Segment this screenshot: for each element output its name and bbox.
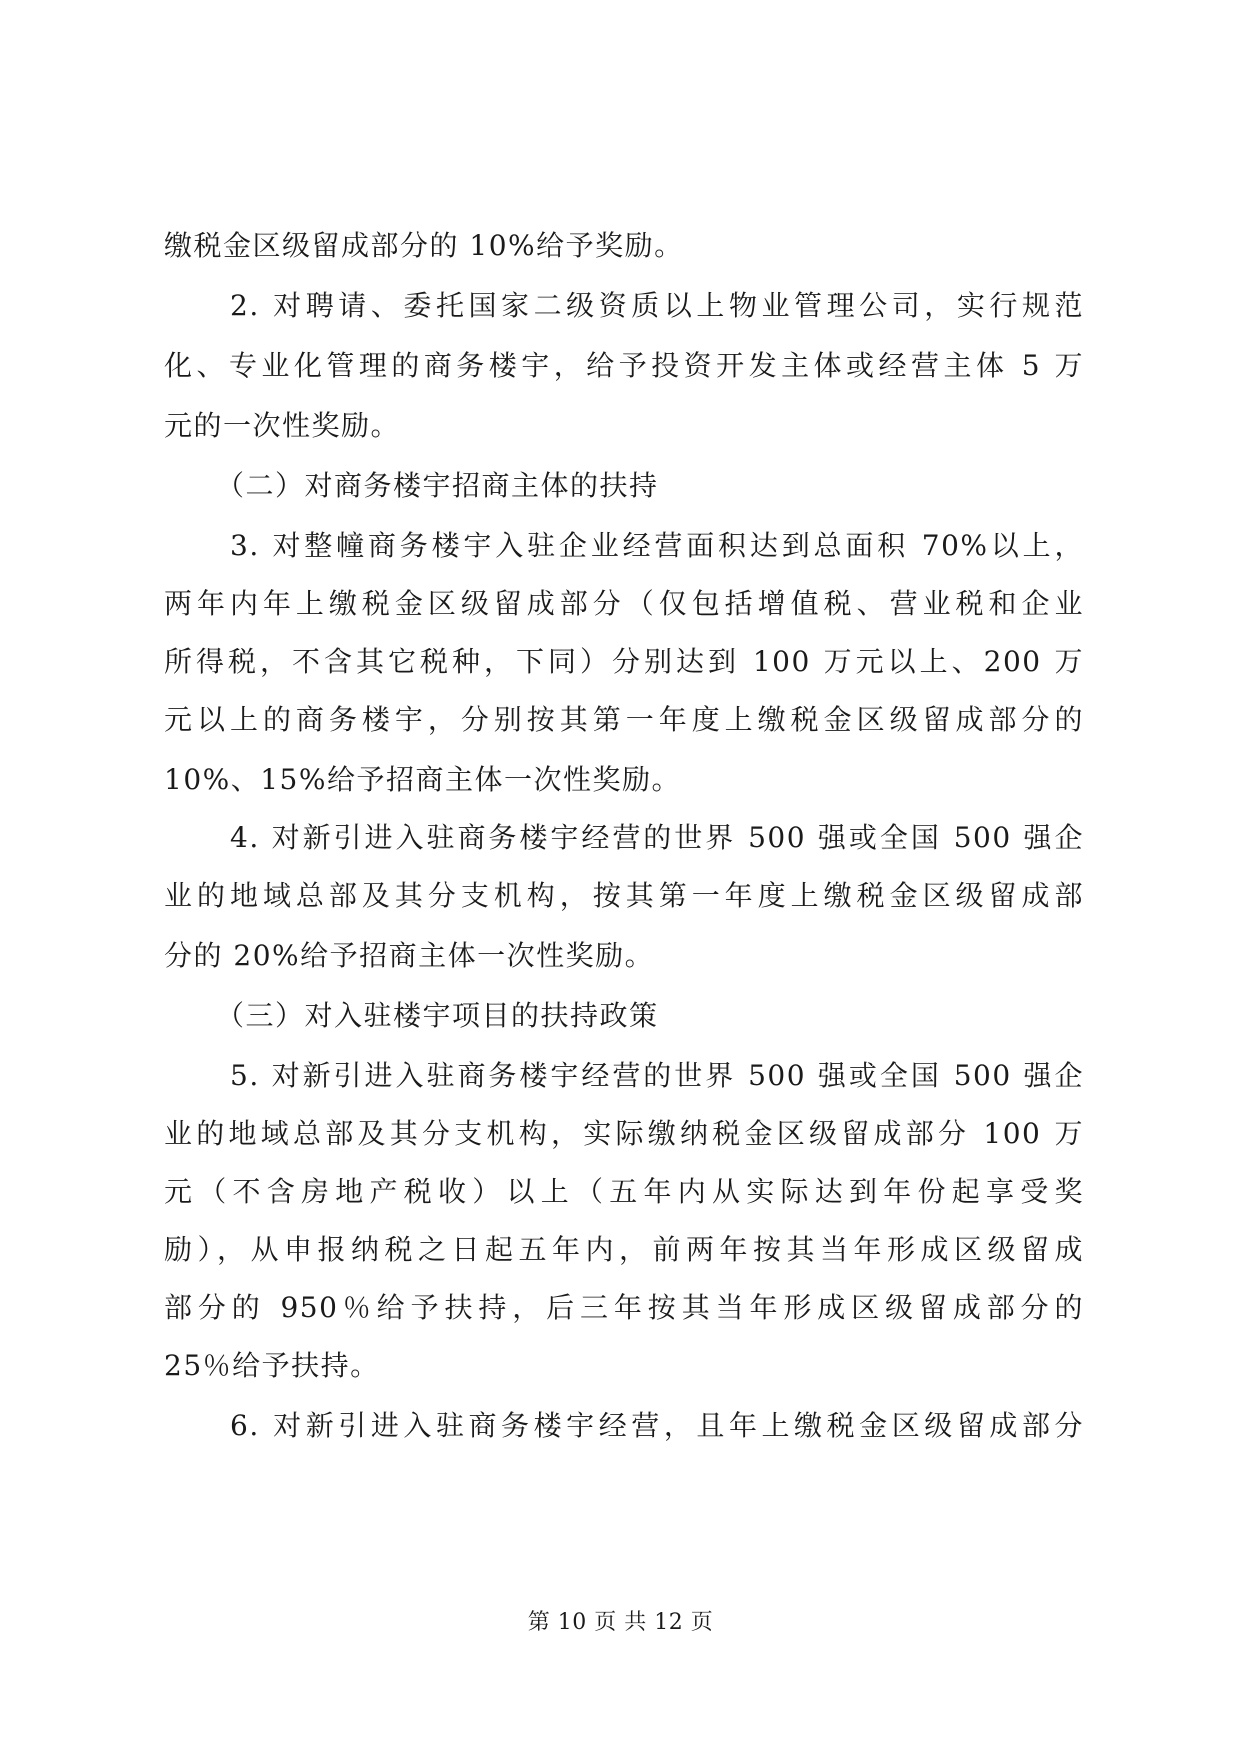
text-line: 业的地域总部及其分支机构，实际缴纳税金区级留成部分 100 万 (164, 1117, 1084, 1150)
text-line: 25％给予扶持。 (164, 1349, 380, 1382)
text-line: 分的 20%给予招商主体一次性奖励。 (164, 939, 655, 972)
text-line: 化、专业化管理的商务楼宇，给予投资开发主体或经营主体 5 万 (164, 349, 1084, 382)
text-line: 业的地域总部及其分支机构，按其第一年度上缴税金区级留成部 (164, 879, 1084, 912)
section-heading: （二）对商务楼宇招商主体的扶持 (216, 469, 659, 502)
text-line: 励），从申报纳税之日起五年内，前两年按其当年形成区级留成 (164, 1233, 1084, 1266)
section-heading: （三）对入驻楼宇项目的扶持政策 (216, 999, 659, 1032)
text-line: 5. 对新引进入驻商务楼宇经营的世界 500 强或全国 500 强企 (230, 1059, 1084, 1092)
text-line: 部分的 950％给予扶持，后三年按其当年形成区级留成部分的 (164, 1291, 1084, 1324)
text-line: 元的一次性奖励。 (164, 409, 401, 442)
page-footer: 第 10 页 共 12 页 (527, 1610, 714, 1635)
text-line: 所得税，不含其它税种，下同）分别达到 100 万元以上、200 万 (164, 645, 1084, 678)
text-line: 2. 对聘请、委托国家二级资质以上物业管理公司，实行规范 (230, 289, 1084, 322)
text-line: 3. 对整幢商务楼宇入驻企业经营面积达到总面积 70%以上， (230, 529, 1084, 562)
text-line: 6. 对新引进入驻商务楼宇经营，且年上缴税金区级留成部分 (230, 1409, 1084, 1442)
text-line: 两年内年上缴税金区级留成部分（仅包括增值税、营业税和企业 (164, 587, 1084, 620)
text-line: 4. 对新引进入驻商务楼宇经营的世界 500 强或全国 500 强企 (230, 821, 1084, 854)
text-line: 元以上的商务楼宇，分别按其第一年度上缴税金区级留成部分的 (164, 703, 1084, 736)
text-line: 缴税金区级留成部分的 10%给予奖励。 (164, 229, 684, 262)
text-line: 10%、15%给予招商主体一次性奖励。 (164, 763, 681, 796)
text-line: 元（不含房地产税收）以上（五年内从实际达到年份起享受奖 (164, 1175, 1084, 1208)
